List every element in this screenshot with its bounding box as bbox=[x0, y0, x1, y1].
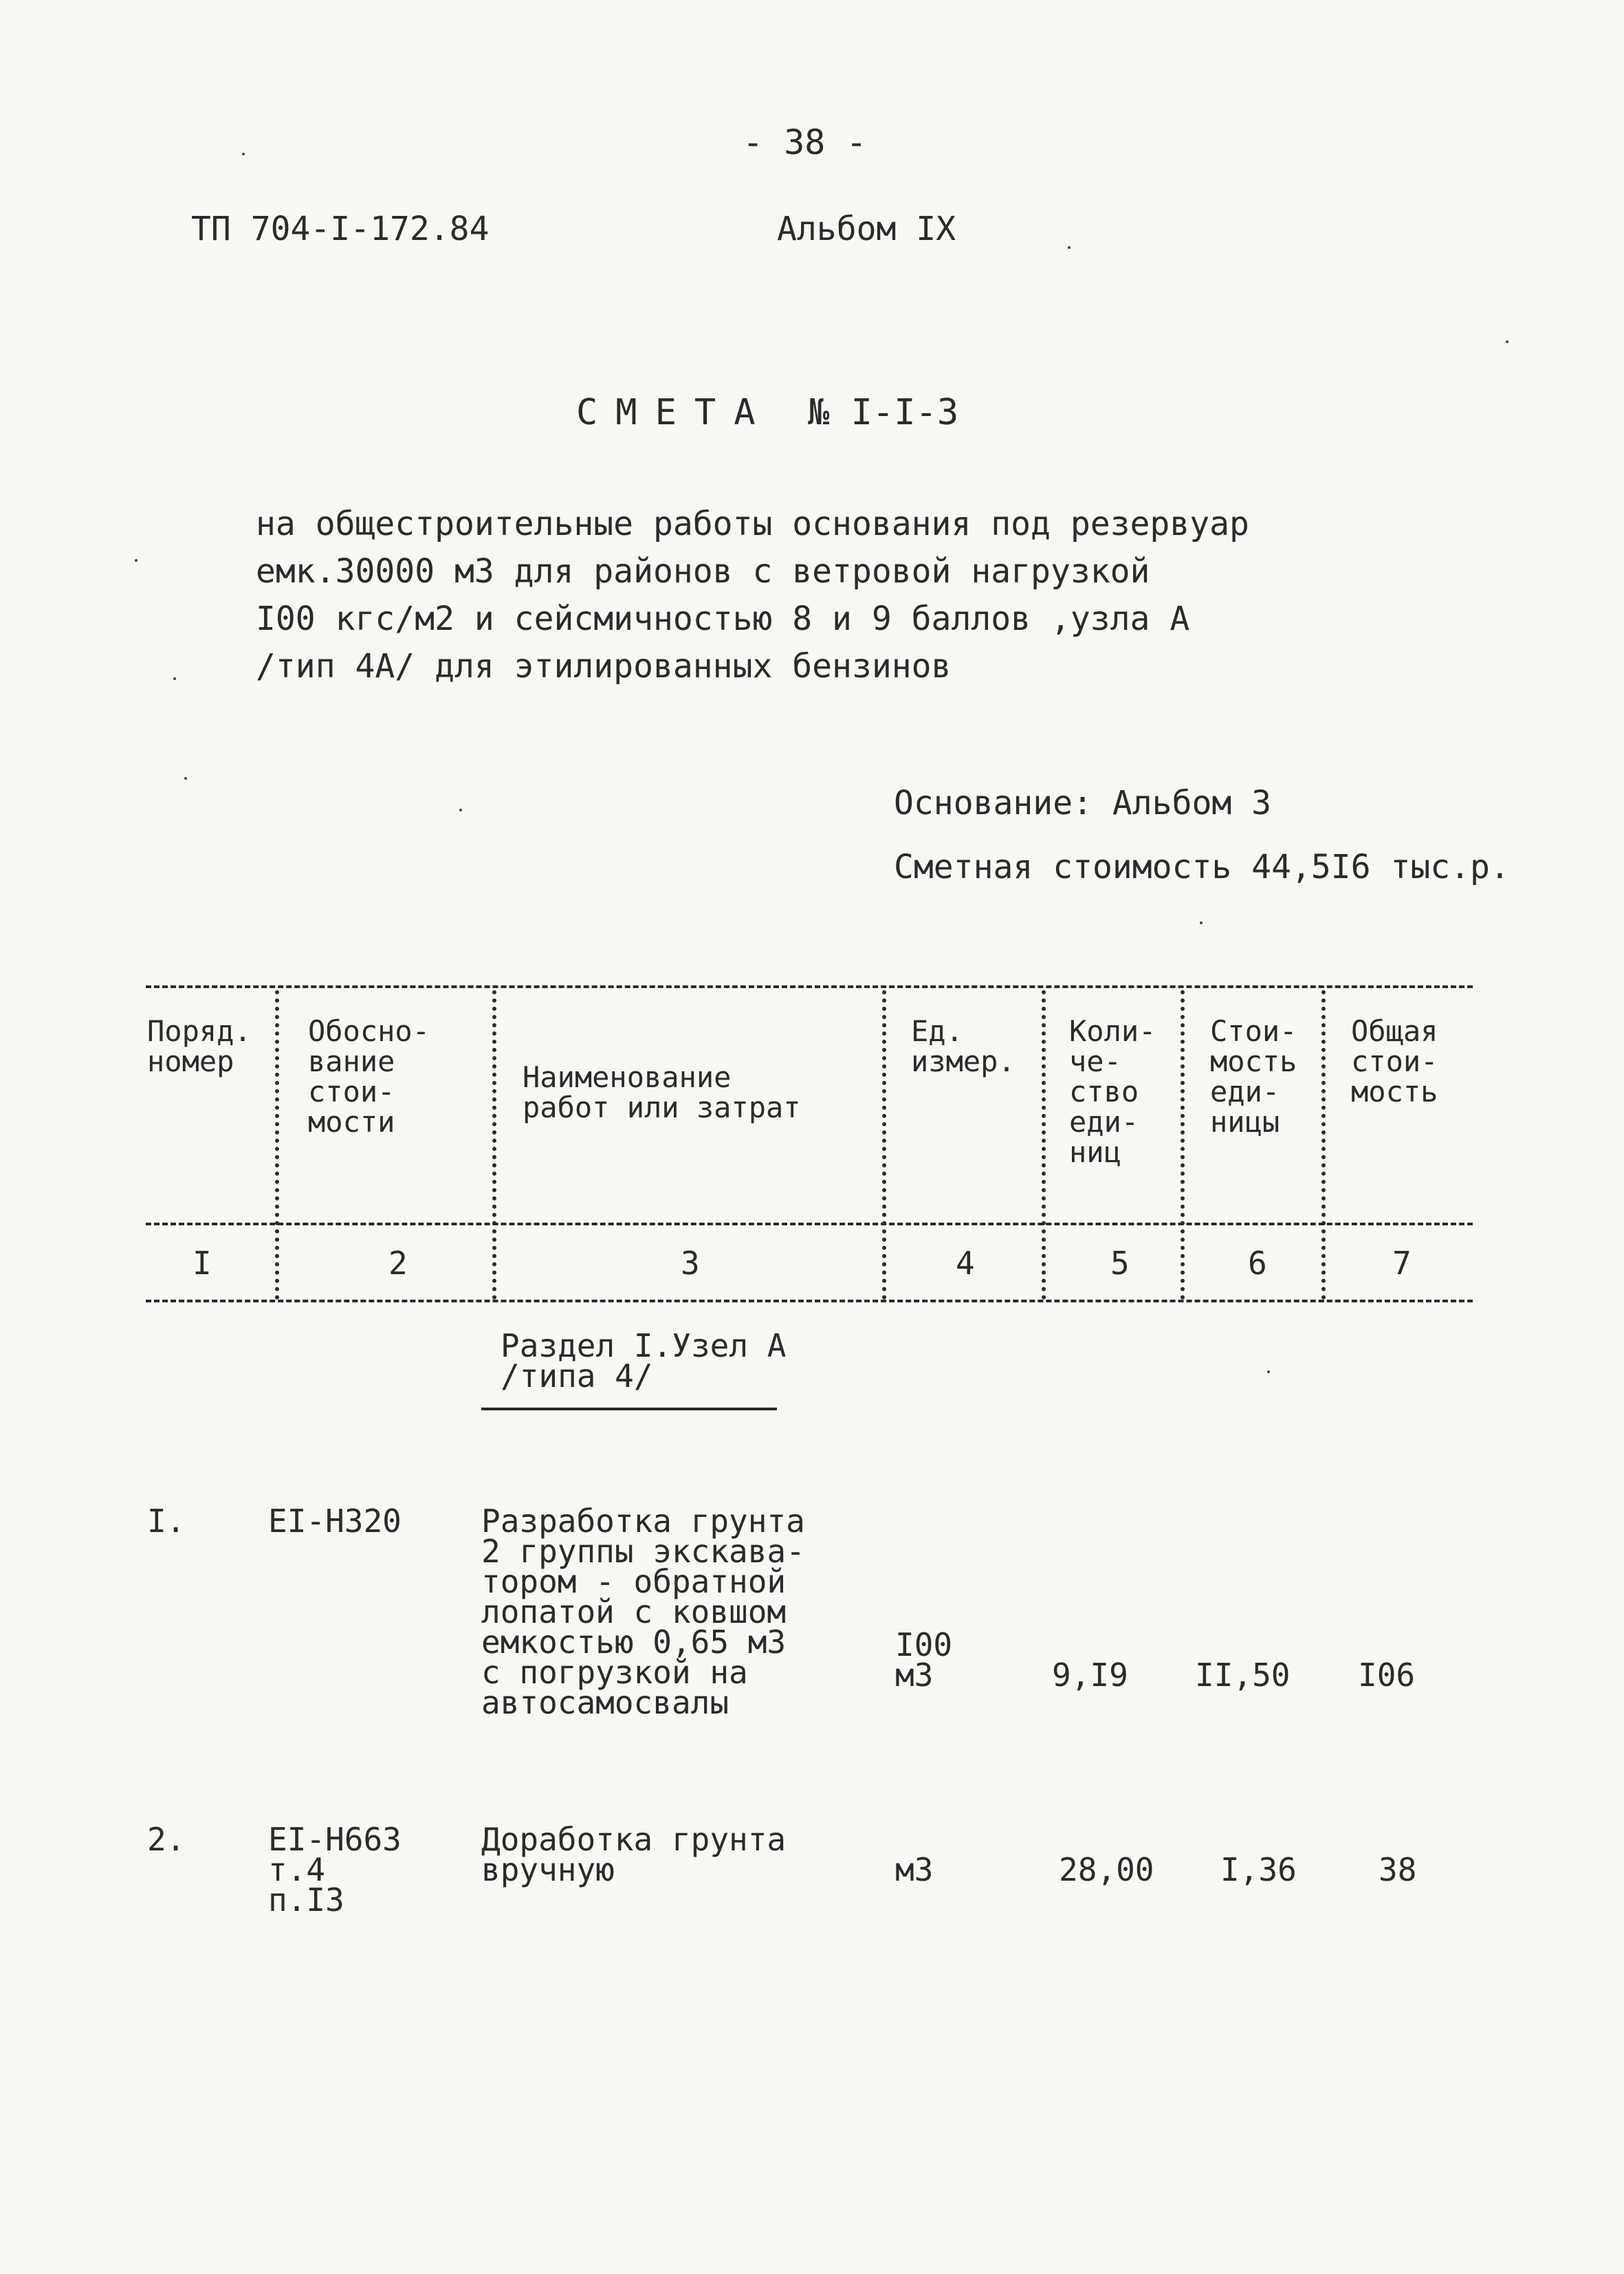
scan-speck bbox=[1200, 921, 1203, 924]
row-basis: ЕI-Н663 т.4 п.I3 bbox=[268, 1821, 402, 1918]
scan-speck bbox=[184, 777, 187, 780]
scan-speck bbox=[1267, 1370, 1270, 1373]
row-total-cost: I06 bbox=[1358, 1657, 1416, 1694]
row-total-cost: 38 bbox=[1379, 1851, 1417, 1888]
column-separator bbox=[1321, 990, 1326, 1300]
scan-speck bbox=[242, 153, 245, 155]
column-separator bbox=[492, 990, 496, 1300]
column-number: 6 bbox=[1248, 1245, 1267, 1282]
row-unit-cost: I,36 bbox=[1220, 1851, 1297, 1888]
column-number: 5 bbox=[1110, 1245, 1130, 1282]
header-quantity: Коли- че- ство еди- ниц bbox=[1069, 1014, 1156, 1169]
column-number: 4 bbox=[956, 1245, 975, 1282]
column-number: 3 bbox=[681, 1245, 700, 1282]
header-order-number: Поряд. номер bbox=[147, 1014, 252, 1078]
row-number: 2. bbox=[147, 1821, 186, 1858]
scan-speck bbox=[459, 809, 462, 811]
row-number: I. bbox=[147, 1502, 186, 1540]
estimated-cost-line: Сметная стоимость 44,5I6 тыс.р. bbox=[894, 848, 1510, 886]
scan-speck bbox=[173, 677, 176, 680]
row-unit: I00 м3 bbox=[895, 1626, 953, 1694]
table-top-rule bbox=[146, 985, 1473, 988]
header-cost-basis: Обосно- вание стои- мости bbox=[308, 1014, 430, 1139]
column-number-rule bbox=[146, 1300, 1473, 1302]
column-separator bbox=[1042, 990, 1046, 1300]
header-work-name: Наименование работ или затрат bbox=[523, 1060, 801, 1124]
column-separator bbox=[275, 990, 279, 1300]
section-heading: Раздел I.Узел А /типа 4/ bbox=[501, 1327, 787, 1395]
row-quantity: 28,00 bbox=[1059, 1851, 1154, 1888]
row-work-name: Доработка грунта вручную bbox=[481, 1821, 787, 1888]
header-unit: Ед. измер. bbox=[911, 1014, 1016, 1078]
basis-line: Основание: Альбом 3 bbox=[894, 784, 1272, 822]
column-number: I bbox=[193, 1245, 212, 1282]
estimate-title: СМЕТА bbox=[576, 392, 773, 433]
scan-speck bbox=[135, 559, 138, 562]
estimate-number: № I-I-3 bbox=[808, 392, 959, 433]
estimate-description: на общестроительные работы основания под резервуар емк.30000 м3 для районов с ветровой нагрузкой I00 кгс/м2 и сейсмичностью 8 и 9 баллов ,узла А /тип 4А/ для этилированных бензинов bbox=[256, 505, 1249, 686]
column-separator bbox=[1181, 990, 1185, 1300]
scan-speck bbox=[1068, 246, 1071, 249]
column-number: 7 bbox=[1392, 1245, 1412, 1282]
album-label: Альбом IX bbox=[777, 210, 956, 248]
row-unit: м3 bbox=[895, 1851, 934, 1888]
row-quantity: 9,I9 bbox=[1052, 1657, 1128, 1694]
row-work-name: Разработка грунта 2 группы экскава- тором - обратной лопатой с ковшом емкостью 0,65 м3 с погрузкой на автосамосвалы bbox=[481, 1502, 805, 1721]
column-number: 2 bbox=[388, 1245, 408, 1282]
scan-speck bbox=[1506, 340, 1508, 343]
header-total-cost: Общая стои- мость bbox=[1351, 1014, 1438, 1108]
column-separator bbox=[882, 990, 886, 1300]
row-unit-cost: II,50 bbox=[1195, 1657, 1291, 1694]
document-code: ТП 704-I-172.84 bbox=[191, 210, 490, 248]
header-bottom-rule bbox=[146, 1223, 1473, 1225]
page-number: - 38 - bbox=[743, 122, 867, 162]
section-underline bbox=[481, 1408, 777, 1410]
row-basis: ЕI-Н320 bbox=[268, 1502, 402, 1540]
header-unit-cost: Стои- мость еди- ницы bbox=[1210, 1014, 1297, 1139]
